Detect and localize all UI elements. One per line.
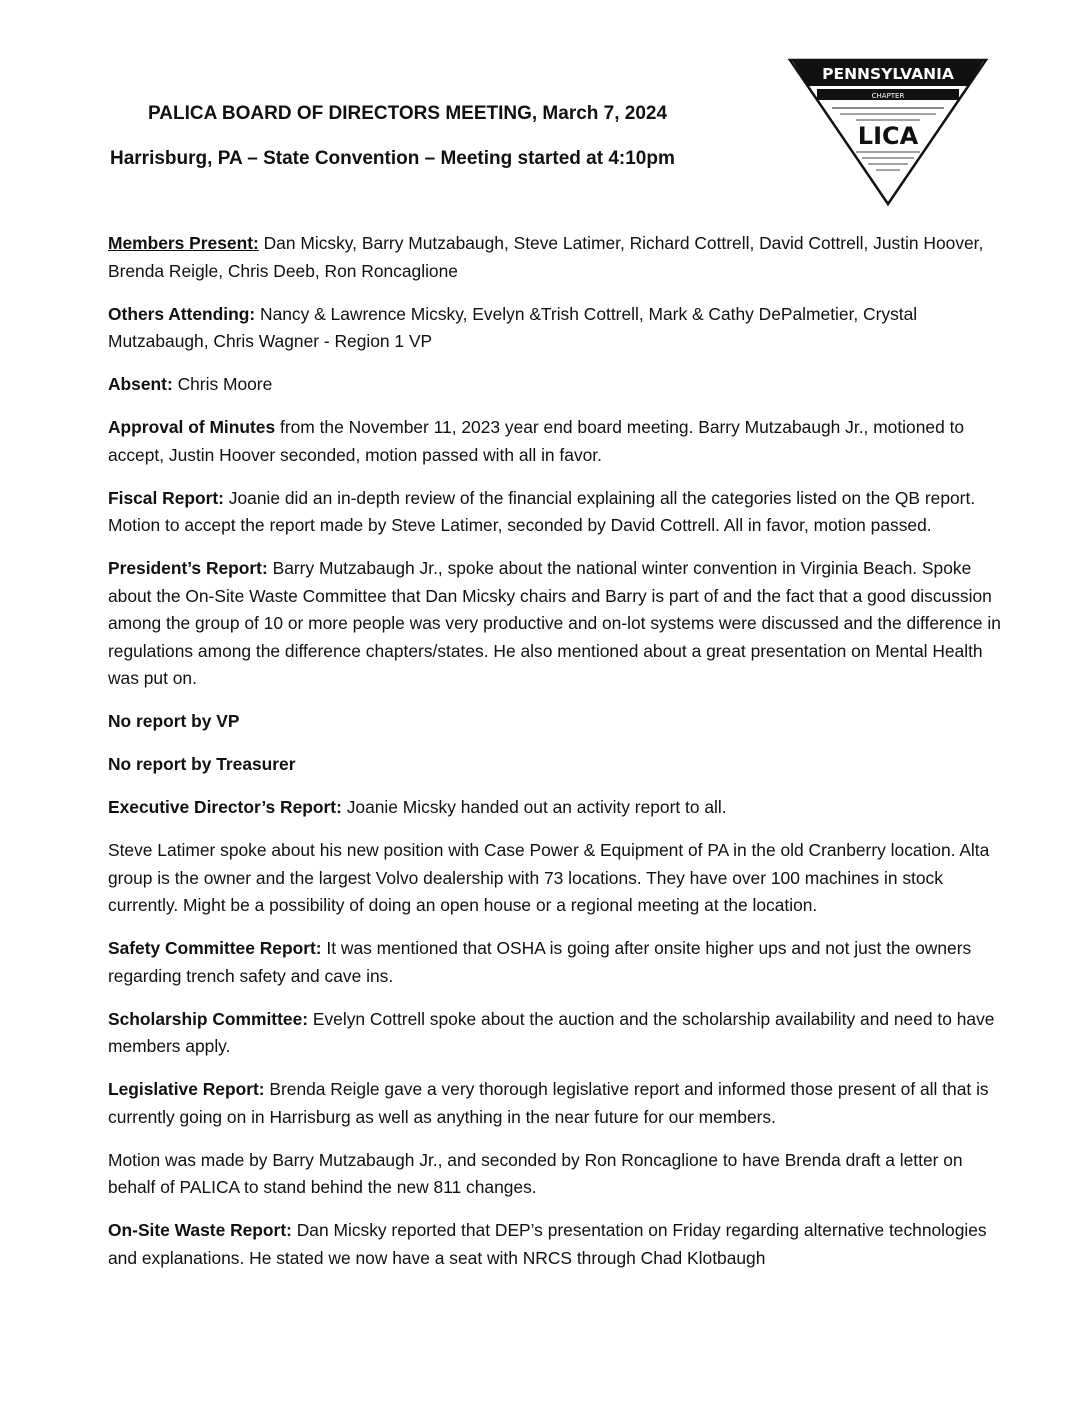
fiscal-report-paragraph <box>108 485 1013 540</box>
section-text: Barry Mutzabaugh Jr., spoke about the national winter convention in Virginia Beach. Spoke about the On-Site Waste Committee that Dan Micsky chairs and Barry is part of and the fact that a good discussion among the group of 10 or more people was very productive and on-lot systems were discussed and the difference in regulations among the difference chapters/states. He also mentioned about a great presentation on Mental Health was put on. <box>108 558 1001 688</box>
scholarship-committee-paragraph <box>108 1006 1013 1061</box>
section-label: Executive Director’s Report: <box>108 797 342 817</box>
section-label: Members Present: <box>108 233 259 253</box>
section-text: Dan Micsky, Barry Mutzabaugh, Steve Latimer, Richard Cottrell, David Cottrell, Justin Hoover, Brenda Reigle, Chris Deeb, Ron Roncaglione <box>108 233 984 281</box>
section-label: No report by Treasurer <box>108 754 296 774</box>
pennsylvania-lica-logo <box>784 58 992 208</box>
minutes-body <box>108 230 1013 1288</box>
section-text: Joanie did an in-depth review of the financial explaining all the categories listed on the QB report. Motion to accept the report made by Steve Latimer, seconded by David Cottrell. All in favor, motion passed. <box>108 487 976 535</box>
logo-main-text: LICA <box>857 122 919 150</box>
steve-latimer-paragraph <box>108 837 1013 920</box>
section-text: from the November 11, 2023 year end board meeting. Barry Mutzabaugh Jr., motioned to accept, Justin Hoover seconded, motion passed with all in favor. <box>108 417 965 465</box>
section-text: Joanie Micsky handed out an activity report to all. <box>341 797 727 817</box>
approval-of-minutes-paragraph <box>108 414 1013 469</box>
section-text: Chris Moore <box>172 374 273 394</box>
legislative-report-paragraph <box>108 1076 1013 1131</box>
others-attending-paragraph <box>108 301 1013 356</box>
section-label: Others Attending: <box>108 303 256 324</box>
section-label: Legislative Report: <box>108 1079 265 1099</box>
section-label: Approval of Minutes <box>108 417 276 437</box>
section-label: President’s Report: <box>108 558 268 578</box>
section-text: Dan Micsky reported that DEP’s presentation on Friday regarding alternative technologies and explanations. He stated we now have a seat with NRCS through Chad Klotbaugh <box>108 1220 987 1268</box>
section-label: Fiscal Report: <box>108 487 224 508</box>
section-label: On-Site Waste Report: <box>108 1220 292 1240</box>
section-text: Nancy & Lawrence Micsky, Evelyn &Trish Cottrell, Mark & Cathy DePalmetier, Crystal Mutzabaugh, Chris Wagner - Region 1 VP <box>108 303 918 351</box>
meeting-subtitle: Harrisburg, PA – State Convention – Meeting started at 4:10pm <box>110 148 675 169</box>
vp-report-paragraph <box>108 708 1013 736</box>
section-text: It was mentioned that OSHA is going after onsite higher ups and not just the owners regarding trench safety and cave ins. <box>108 938 972 986</box>
section-text: Steve Latimer spoke about his new position with Case Power & Equipment of PA in the old Cranberry location. Alta group is the owner and the largest Volvo dealership with 73 locations. They have over 100 machines in stock currently. Might be a possibility of doing an open house or a regional meeting at the location. <box>108 840 990 915</box>
section-text: Motion was made by Barry Mutzabaugh Jr., and seconded by Ron Roncaglione to have Brenda draft a letter on behalf of PALICA to stand behind the new 811 changes. <box>108 1149 963 1197</box>
motion-811-paragraph <box>108 1147 1013 1202</box>
section-label: No report by VP <box>108 711 240 731</box>
presidents-report-paragraph <box>108 555 1013 693</box>
section-label: Safety Committee Report: <box>108 938 322 958</box>
section-text: Brenda Reigle gave a very thorough legislative report and informed those present of all that is currently going on in Harrisburg as well as anything in the near future for our members. <box>108 1079 989 1127</box>
safety-committee-paragraph <box>108 935 1013 990</box>
absent-paragraph <box>108 371 1013 399</box>
section-label: Scholarship Committee: <box>108 1008 309 1029</box>
treasurer-report-paragraph <box>108 751 1013 779</box>
executive-director-report-paragraph <box>108 794 1013 822</box>
logo-chapter-text: CHAPTER <box>871 92 905 100</box>
logo-top-text: PENNSYLVANIA <box>822 65 954 83</box>
meeting-title: PALICA BOARD OF DIRECTORS MEETING, March 7, 2024 <box>148 103 668 124</box>
section-label: Absent: <box>108 374 173 394</box>
members-present-paragraph <box>108 230 1013 285</box>
section-text: Evelyn Cottrell spoke about the auction and the scholarship availability and need to have members apply. <box>108 1008 995 1056</box>
on-site-waste-report-paragraph <box>108 1217 1013 1272</box>
